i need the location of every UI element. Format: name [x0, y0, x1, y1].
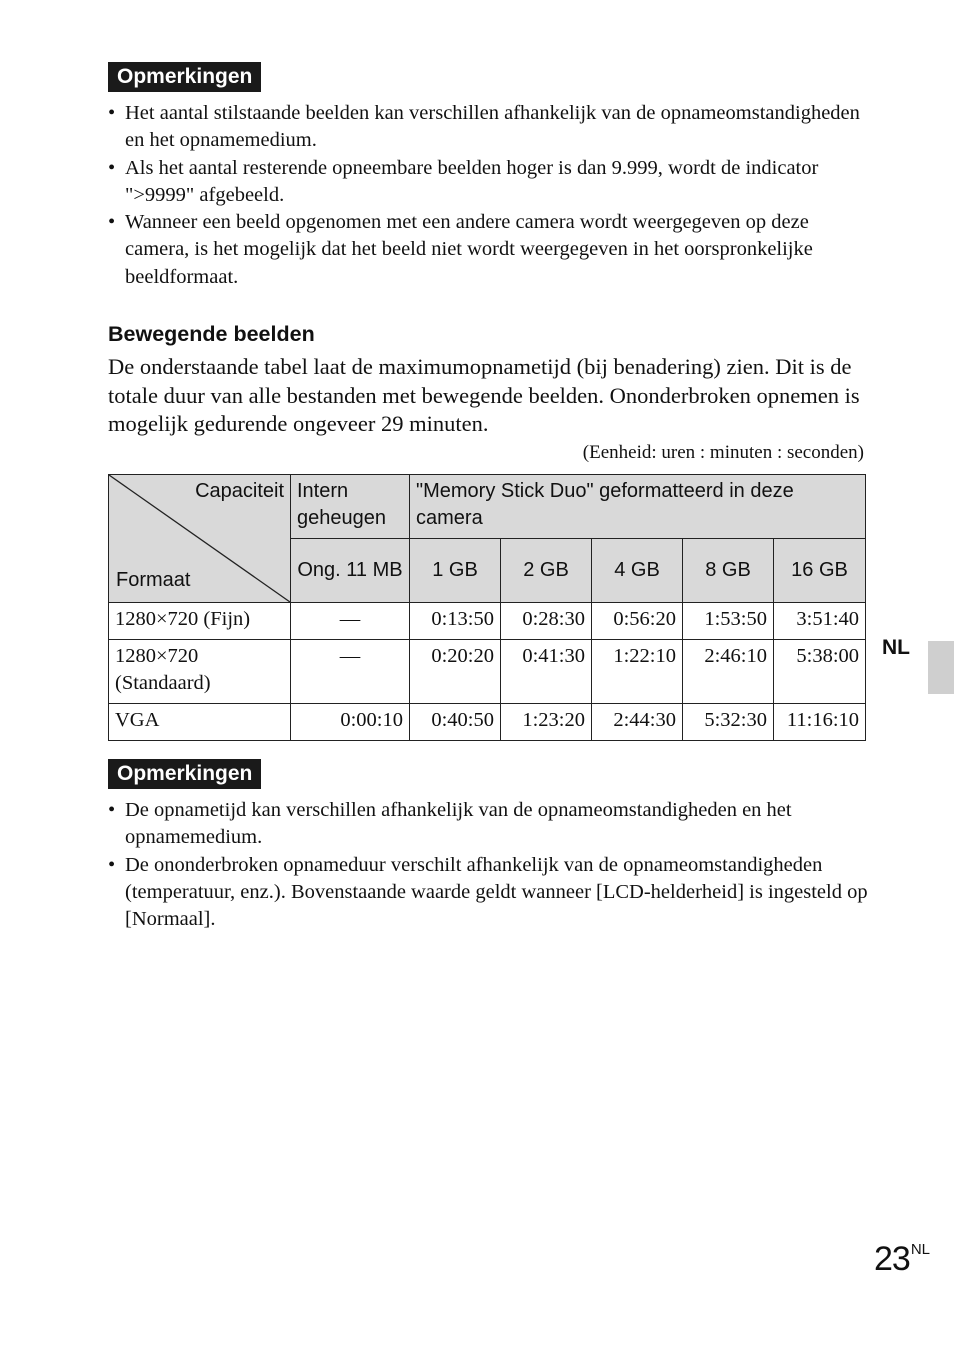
- table-corner-header: [109, 475, 291, 603]
- format-label: Formaat: [116, 569, 191, 591]
- table-row: [109, 704, 866, 741]
- format-cell: 1280×720 (Standaard): [109, 640, 291, 704]
- table-cell: 1:23:20: [501, 704, 592, 741]
- list-item: [108, 797, 868, 852]
- note-text: Als het aantal resterende opneembare beelden hoger is dan 9.999, wordt de indicator ">9999" afgebeeld.: [125, 156, 819, 206]
- capacity-header: 16 GB: [774, 539, 866, 603]
- table-cell: 5:38:00: [774, 640, 866, 704]
- section-intro: De onderstaande tabel laat de maximumopnametijd (bij benadering) zien. Dit is de totale duur van alle bestanden met bewegende beelden. Ononderbroken opnemen is mogelijk gedurende ongeveer 29 minuten.: [108, 354, 860, 436]
- capacity-header: 2 GB: [501, 539, 592, 603]
- table-cell: 1:53:50: [683, 603, 774, 640]
- table-cell: 0:40:50: [410, 704, 501, 741]
- table-cell: 1:22:10: [592, 640, 683, 704]
- table-cell: 0:00:10: [291, 704, 410, 741]
- table-cell: 0:41:30: [501, 640, 592, 704]
- table-cell: 11:16:10: [774, 704, 866, 741]
- page-number-value: 23: [873, 1240, 910, 1278]
- list-item: [108, 209, 868, 291]
- page-number: [874, 1240, 930, 1279]
- table-cell: 2:46:10: [683, 640, 774, 704]
- table-cell: 0:20:20: [410, 640, 501, 704]
- capacity-header: 1 GB: [410, 539, 501, 603]
- language-label: NL: [882, 636, 910, 659]
- format-cell: 1280×720 (Fijn): [109, 603, 291, 640]
- language-tab-marker: [928, 641, 954, 694]
- table-cell: 2:44:30: [592, 704, 683, 741]
- note-text: De ononderbroken opnameduur verschilt afhankelijk van de opnameomstandigheden (temperatuur, enz.). Bovenstaande waarde geldt wanneer [LCD-helderheid] is ingesteld op [Normaal].: [125, 853, 868, 931]
- capacity-header: 4 GB: [592, 539, 683, 603]
- capacity-label: Capaciteit: [195, 480, 284, 502]
- table-cell: 0:28:30: [501, 603, 592, 640]
- notes-heading-bottom: Opmerkingen: [108, 759, 261, 789]
- table-cell: —: [291, 603, 410, 640]
- list-item: [108, 155, 868, 210]
- list-item: [108, 100, 868, 155]
- recording-time-table: [108, 474, 866, 741]
- table-cell: 5:32:30: [683, 704, 774, 741]
- table-cell: 3:51:40: [774, 603, 866, 640]
- note-text: De opnametijd kan verschillen afhankelijk van de opnameomstandigheden en het opnamemedium.: [125, 799, 792, 849]
- notes-list-bottom: [108, 797, 868, 933]
- capacity-header: 8 GB: [683, 539, 774, 603]
- table-cell: 0:13:50: [410, 603, 501, 640]
- section-title: Bewegende beelden: [108, 322, 315, 346]
- capacity-header: Ong. 11 MB: [291, 539, 410, 603]
- unit-note: (Eenheid: uren : minuten : seconden): [582, 442, 864, 463]
- notes-heading-top: Opmerkingen: [108, 62, 261, 92]
- note-text: Het aantal stilstaande beelden kan verschillen afhankelijk van de opnameomstandigheden en het opnamemedium.: [125, 102, 860, 152]
- bullet-icon: •: [108, 211, 116, 234]
- note-text: Wanneer een beeld opgenomen met een andere camera wordt weergegeven op deze camera, is het mogelijk dat het beeld niet wordt weergegeven in het oorspronkelijke beeldformaat.: [125, 211, 813, 288]
- format-cell: VGA: [109, 704, 291, 741]
- table-cell: 0:56:20: [592, 603, 683, 640]
- bullet-icon: •: [108, 853, 116, 876]
- list-item: [108, 852, 868, 934]
- internal-memory-header: Intern geheugen: [291, 475, 410, 539]
- notes-list-top: [108, 100, 868, 291]
- bullet-icon: •: [108, 156, 116, 179]
- page-number-suffix: NL: [910, 1241, 930, 1258]
- bullet-icon: •: [108, 799, 116, 821]
- table-cell: —: [291, 640, 410, 704]
- bullet-icon: •: [108, 102, 116, 124]
- table-row: [109, 640, 866, 704]
- memory-stick-header: "Memory Stick Duo" geformatteerd in deze camera: [410, 475, 866, 539]
- table-row: [109, 603, 866, 640]
